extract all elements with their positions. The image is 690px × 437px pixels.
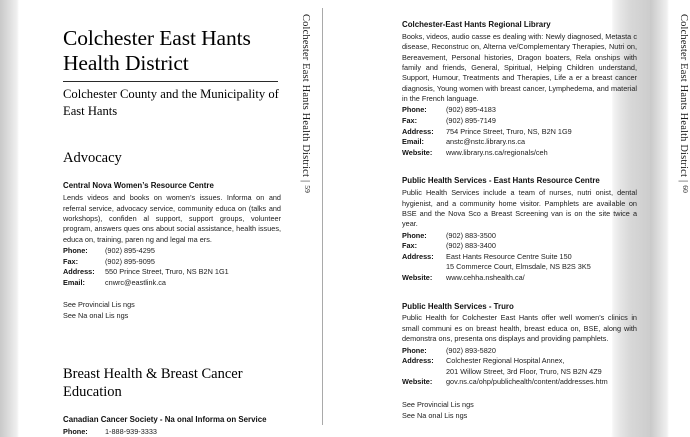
entry-central-nova-womens-resource-centre bbox=[63, 181, 281, 322]
entry-description: Books, videos, audio casse es dealing with: Newly diagnosed, Metasta c disease, Reconstruc on, Alterna ve/Complementary Therapies, Nutri on, Bereavement, Personal histories, Dragon boaters, Rela onships with family and friends, General, Spiritual, Helping Children understand, Support, Humour, Treatments and Therapies, Life a er a breast cancer diagnosis, Young women with breast cancer, Lymphedema, and material in the French language. bbox=[402, 31, 637, 104]
entry-title: Central Nova Women’s Resource Centre bbox=[63, 181, 214, 191]
field-value: (902) 883-3500 bbox=[446, 230, 496, 240]
field-label-empty bbox=[402, 367, 446, 378]
entry-title: Public Health Services - Truro bbox=[402, 301, 514, 311]
field-label: Address: bbox=[402, 356, 434, 366]
see-national-listings: See Na onal Lis ngs bbox=[63, 311, 129, 321]
left-page-body bbox=[63, 26, 281, 437]
see-provincial-listings: See Provincial Lis ngs bbox=[402, 399, 474, 409]
field-label: Phone: bbox=[402, 105, 427, 115]
field-row bbox=[63, 267, 281, 278]
left-page bbox=[19, 0, 322, 436]
page-title: Colchester East Hants Health District bbox=[63, 26, 251, 75]
field-row bbox=[402, 346, 637, 357]
contact-fields bbox=[63, 427, 281, 437]
field-value: 754 Prince Street, Truro, NS, B2N 1G9 bbox=[446, 126, 572, 136]
field-value: 550 Prince Street, Truro, NS B2N 1G1 bbox=[105, 267, 229, 277]
field-label: Fax: bbox=[402, 241, 418, 251]
section-heading-breast-health: Breast Health & Breast Cancer Education bbox=[63, 366, 243, 400]
field-value: Colchester Regional Hospital Annex, bbox=[446, 356, 565, 366]
contact-fields bbox=[63, 246, 281, 288]
field-value-email: cnwrc@eastlink.ca bbox=[105, 277, 166, 287]
see-national-listings: See Na onal Lis ngs bbox=[402, 410, 468, 420]
contact-fields bbox=[402, 231, 637, 284]
field-row bbox=[402, 273, 637, 284]
running-head-left bbox=[296, 14, 312, 224]
field-row bbox=[63, 246, 281, 257]
field-label: Website: bbox=[402, 272, 433, 282]
title-rule bbox=[63, 81, 278, 82]
entry-title: Canadian Cancer Society - Na onal Informa on Service bbox=[63, 414, 267, 424]
running-head-separator: | bbox=[300, 180, 311, 183]
field-label: Address: bbox=[63, 267, 95, 277]
contact-fields bbox=[402, 346, 637, 388]
right-page-body bbox=[402, 20, 637, 422]
right-page bbox=[322, 0, 690, 433]
see-also-links bbox=[63, 300, 281, 322]
entry-public-health-services-east-hants bbox=[402, 176, 637, 283]
field-row bbox=[402, 231, 637, 242]
field-value-continued: 15 Commerce Court, Elmsdale, NS B2S 3K5 bbox=[446, 262, 591, 272]
page-subtitle: Colchester County and the Municipality of East Hants bbox=[63, 86, 279, 118]
entry-description: Lends videos and books on women’s issues. Informa on and referral service, advocacy service, community educa on (talks and workshops), confiden al support, support groups, volunteer program, answers ques ons about social assistance, health issues, educa on, training, paren ng and legal ma ers. bbox=[63, 193, 281, 244]
field-label: Address: bbox=[402, 251, 434, 261]
field-value: (902) 895-9095 bbox=[105, 256, 155, 266]
field-row bbox=[63, 257, 281, 268]
field-row bbox=[402, 262, 637, 273]
field-row bbox=[402, 116, 637, 127]
field-row bbox=[402, 367, 637, 378]
field-row bbox=[402, 148, 637, 159]
entry-description: Public Health Services include a team of nurses, nutri onist, dental hygienist, and a community home visitor. Pamphlets are available on BSE and the Nova Sco a Breast Screening van is on the site twice a year. bbox=[402, 188, 637, 229]
field-label: Email: bbox=[63, 277, 85, 287]
contact-fields bbox=[402, 105, 637, 158]
running-head-separator: | bbox=[678, 180, 689, 183]
field-value: 1-888-939-3333 bbox=[105, 426, 157, 436]
running-head-text: Colchester East Hants Health District bbox=[300, 14, 311, 178]
entry-title: Colchester-East Hants Regional Library bbox=[402, 20, 551, 29]
field-label: Phone: bbox=[63, 426, 88, 436]
field-row bbox=[63, 278, 281, 289]
field-value: East Hants Resource Centre Suite 150 bbox=[446, 251, 572, 261]
field-label: Phone: bbox=[402, 230, 427, 240]
field-label: Address: bbox=[402, 126, 434, 136]
field-row bbox=[402, 356, 637, 367]
field-value-continued: 201 Willow Street, 3rd Floor, Truro, NS B2N 4Z9 bbox=[446, 366, 602, 376]
entry-colchester-east-hants-regional-library bbox=[402, 20, 637, 158]
field-value-website: www.cehha.nshealth.ca/ bbox=[446, 272, 525, 282]
field-label: Website: bbox=[402, 377, 433, 387]
field-row bbox=[402, 137, 637, 148]
field-row bbox=[402, 127, 637, 138]
field-label: Email: bbox=[402, 137, 424, 147]
entry-public-health-services-truro bbox=[402, 302, 637, 422]
field-row bbox=[402, 105, 637, 116]
field-label: Fax: bbox=[63, 256, 79, 266]
field-row bbox=[63, 427, 281, 437]
field-row bbox=[402, 241, 637, 252]
field-row bbox=[402, 252, 637, 263]
field-label: Website: bbox=[402, 147, 433, 157]
field-value-email: anstc@nstc.library.ns.ca bbox=[446, 137, 526, 147]
field-value-website: www.library.ns.ca/regionals/ceh bbox=[446, 147, 548, 157]
field-label: Phone: bbox=[63, 245, 88, 255]
folio-left: 59 bbox=[303, 185, 312, 194]
field-value: (902) 883-3400 bbox=[446, 241, 496, 251]
field-label: Fax: bbox=[402, 116, 418, 125]
section-heading-advocacy: Advocacy bbox=[63, 149, 122, 166]
field-label: Phone: bbox=[402, 345, 427, 355]
see-provincial-listings: See Provincial Lis ngs bbox=[63, 300, 135, 310]
field-label-empty bbox=[402, 262, 446, 273]
field-value: (902) 895-7149 bbox=[446, 116, 496, 125]
field-row bbox=[402, 377, 637, 388]
folio-right: 60 bbox=[681, 185, 690, 194]
book-spread bbox=[19, 0, 690, 436]
field-value-website: gov.ns.ca/ohp/publichealth/content/addresses.htm bbox=[446, 377, 608, 387]
field-value: (902) 895-4183 bbox=[446, 105, 496, 115]
see-also-links bbox=[402, 400, 637, 422]
running-head-right bbox=[674, 14, 690, 224]
running-head-text: Colchester East Hants Health District bbox=[678, 14, 689, 178]
field-value: (902) 895-4295 bbox=[105, 245, 155, 255]
field-value: (902) 893-5820 bbox=[446, 345, 496, 355]
entry-description: Public Health for Colchester East Hants offer well women’s clinics in small communi es on breast health, breast educa on, BSE, along with demonstra ons, presenta ons displays and providing pamphlets. bbox=[402, 313, 637, 344]
entry-canadian-cancer-society bbox=[63, 415, 281, 437]
entry-title: Public Health Services - East Hants Resource Centre bbox=[402, 176, 600, 186]
